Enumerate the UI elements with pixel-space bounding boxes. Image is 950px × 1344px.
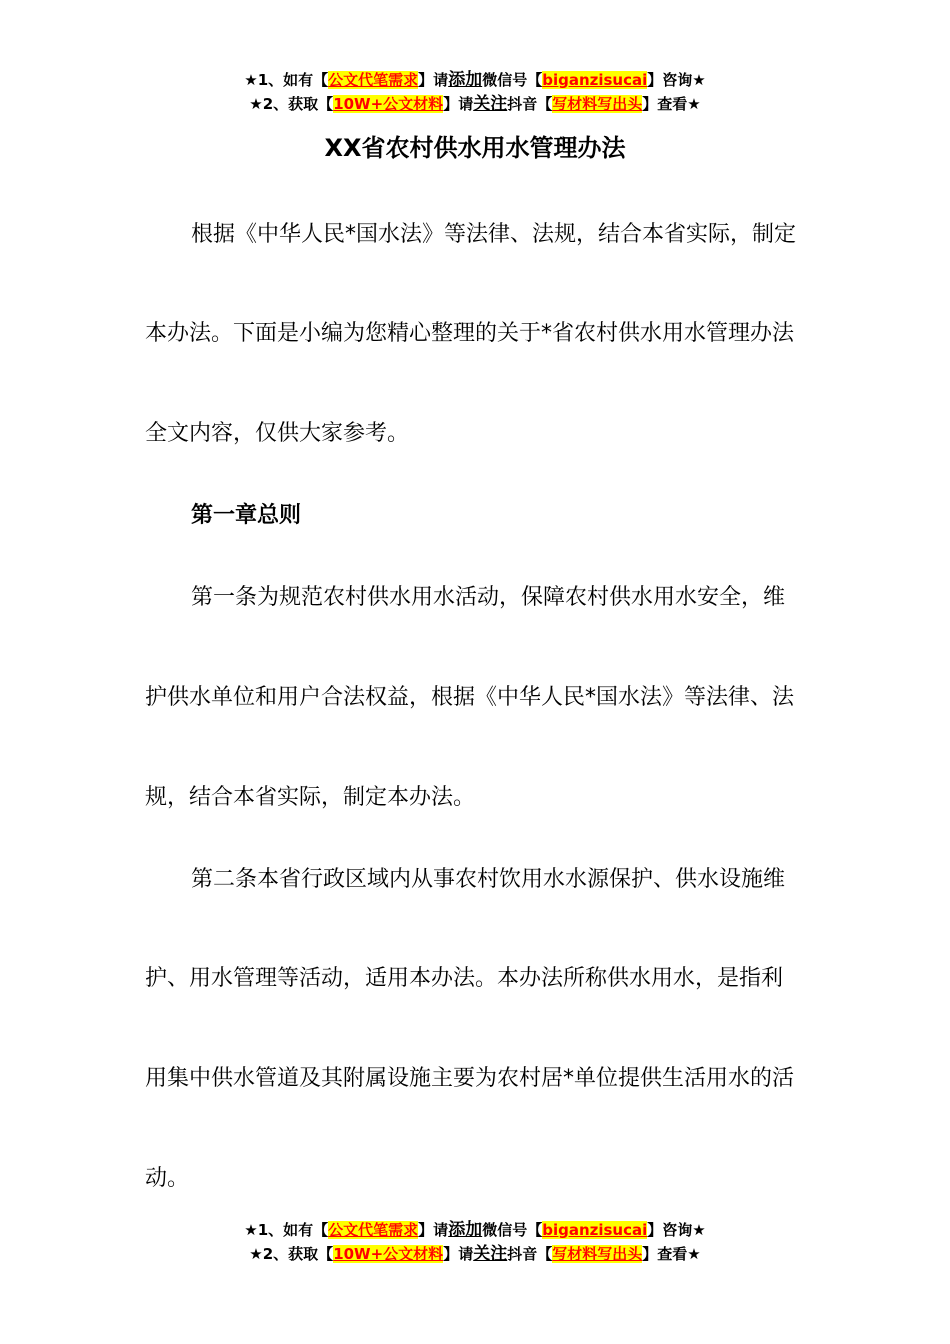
body-line: 根据《中华人民*国水法》等法律、法规，结合本省实际，制定	[191, 222, 797, 247]
promo-douyin-account: 写材料写出头	[552, 1245, 643, 1263]
promo-line-1: ★1、如有【公文代笔需求】请添加微信号【biganzisucai】咨询★	[244, 70, 706, 90]
body-line: 用集中供水管道及其附属设施主要为农村居*单位提供生活用水的活	[145, 1066, 795, 1091]
promo-wechat-id: biganzisucai	[542, 71, 648, 89]
promo-wechat-id: biganzisucai	[542, 1221, 648, 1239]
promo-line-1: ★1、如有【公文代笔需求】请添加微信号【biganzisucai】咨询★	[244, 1220, 706, 1240]
chapter-heading: 第一章总则	[191, 503, 302, 528]
promo-banner-bottom	[0, 1218, 950, 1266]
body-line: 第二条本省行政区域内从事农村饮用水水源保护、供水设施维	[191, 867, 786, 892]
promo-line-2: ★2、获取【10W+公文材料】请关注抖音【写材料写出头】查看★	[249, 94, 701, 114]
promo-douyin-account: 写材料写出头	[552, 95, 643, 113]
body-line: 规，结合本省实际，制定本办法。	[145, 785, 476, 810]
promo-highlight: 公文代笔需求	[328, 1221, 419, 1239]
document-title: XX省农村供水用水管理办法	[324, 134, 626, 162]
promo-line-2: ★2、获取【10W+公文材料】请关注抖音【写材料写出头】查看★	[249, 1244, 701, 1264]
body-line: 第一条为规范农村供水用水活动，保障农村供水用水安全，维	[191, 585, 786, 610]
body-line: 护、用水管理等活动，适用本办法。本办法所称供水用水，是指利	[145, 966, 784, 991]
promo-highlight: 公文代笔需求	[328, 71, 419, 89]
body-line: 护供水单位和用户合法权益，根据《中华人民*国水法》等法律、法	[145, 685, 795, 710]
body-line: 动。	[145, 1166, 190, 1191]
body-line: 全文内容，仅供大家参考。	[145, 421, 410, 446]
promo-highlight: 10W+公文材料	[333, 1245, 444, 1263]
body-line: 本办法。下面是小编为您精心整理的关于*省农村供水用水管理办法	[145, 321, 795, 346]
promo-banner-top	[0, 68, 950, 116]
promo-highlight: 10W+公文材料	[333, 95, 444, 113]
